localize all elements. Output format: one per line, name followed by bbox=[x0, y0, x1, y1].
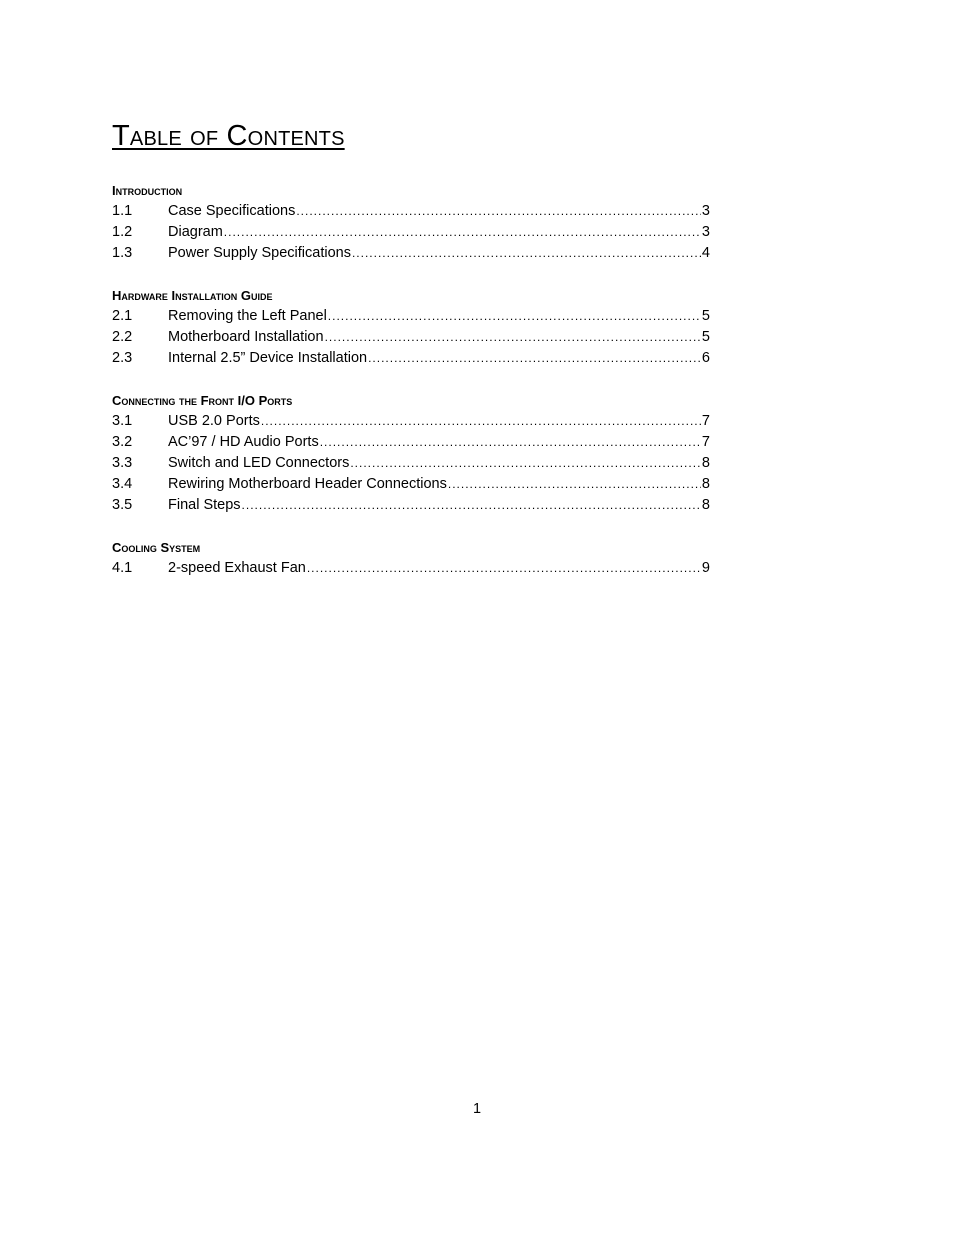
section-heading: Cooling System bbox=[112, 540, 201, 555]
toc-entry-1-1[interactable] bbox=[112, 201, 710, 222]
entry-label: USB 2.0 Ports bbox=[168, 413, 260, 429]
entry-number: 1.1 bbox=[112, 203, 133, 219]
toc-entry-3-5[interactable] bbox=[112, 495, 710, 516]
entry-number: 3.3 bbox=[112, 455, 133, 471]
entry-page-number: 8 bbox=[701, 455, 710, 471]
entry-page-number: 8 bbox=[701, 476, 710, 492]
toc-entry-3-1[interactable] bbox=[112, 411, 710, 432]
entry-number: 3.1 bbox=[112, 413, 133, 429]
entry-label: Switch and LED Connectors bbox=[168, 455, 350, 471]
toc-entry-1-2[interactable] bbox=[112, 222, 710, 243]
entry-number: 3.2 bbox=[112, 434, 133, 450]
dot-leader bbox=[325, 327, 701, 348]
entry-label: Final Steps bbox=[168, 497, 241, 513]
table-of-contents bbox=[112, 180, 710, 600]
toc-entry-3-2[interactable] bbox=[112, 432, 710, 453]
entry-page-number: 7 bbox=[701, 413, 710, 429]
entry-label: AC’97 / HD Audio Ports bbox=[168, 434, 319, 450]
entry-label: Removing the Left Panel bbox=[168, 308, 327, 324]
entry-number: 1.3 bbox=[112, 245, 133, 261]
toc-section-cooling-system bbox=[112, 537, 710, 579]
dot-leader bbox=[224, 222, 701, 243]
toc-entry-3-4[interactable] bbox=[112, 474, 710, 495]
entry-number: 2.1 bbox=[112, 308, 133, 324]
section-heading: Connecting the Front I/O Ports bbox=[112, 393, 293, 408]
entry-number: 2.2 bbox=[112, 329, 133, 345]
dot-leader bbox=[352, 243, 701, 264]
section-heading: Introduction bbox=[112, 183, 183, 198]
entry-number: 3.4 bbox=[112, 476, 133, 492]
entry-page-number: 3 bbox=[701, 203, 710, 219]
page-number: 1 bbox=[472, 1101, 482, 1117]
toc-entry-2-1[interactable] bbox=[112, 306, 710, 327]
dot-leader bbox=[242, 495, 701, 516]
entry-label: Internal 2.5” Device Installation bbox=[168, 350, 368, 366]
entry-page-number: 9 bbox=[701, 560, 710, 576]
dot-leader bbox=[328, 306, 701, 327]
entry-page-number: 8 bbox=[701, 497, 710, 513]
entry-number: 3.5 bbox=[112, 497, 133, 513]
entry-number: 4.1 bbox=[112, 560, 133, 576]
entry-page-number: 5 bbox=[701, 329, 710, 345]
toc-entry-3-3[interactable] bbox=[112, 453, 710, 474]
section-heading: Hardware Installation Guide bbox=[112, 288, 273, 303]
toc-entry-2-2[interactable] bbox=[112, 327, 710, 348]
entry-label: 2-speed Exhaust Fan bbox=[168, 560, 306, 576]
toc-entry-2-3[interactable] bbox=[112, 348, 710, 369]
entry-label: Rewiring Motherboard Header Connections bbox=[168, 476, 447, 492]
entry-page-number: 7 bbox=[701, 434, 710, 450]
entry-page-number: 6 bbox=[701, 350, 710, 366]
page-title: Table of Contents bbox=[112, 120, 345, 152]
dot-leader bbox=[320, 432, 701, 453]
entry-label: Diagram bbox=[168, 224, 223, 240]
entry-page-number: 3 bbox=[701, 224, 710, 240]
toc-entry-1-3[interactable] bbox=[112, 243, 710, 264]
entry-number: 1.2 bbox=[112, 224, 133, 240]
dot-leader bbox=[350, 453, 701, 474]
dot-leader bbox=[448, 474, 701, 495]
entry-page-number: 4 bbox=[701, 245, 710, 261]
dot-leader bbox=[307, 558, 701, 579]
toc-section-introduction bbox=[112, 180, 710, 264]
dot-leader bbox=[368, 348, 701, 369]
entry-label: Case Specifications bbox=[168, 203, 296, 219]
toc-section-hardware-installation bbox=[112, 285, 710, 369]
entry-label: Motherboard Installation bbox=[168, 329, 324, 345]
toc-section-front-io-ports bbox=[112, 390, 710, 516]
entry-number: 2.3 bbox=[112, 350, 133, 366]
dot-leader bbox=[296, 201, 701, 222]
toc-entry-4-1[interactable] bbox=[112, 558, 710, 579]
dot-leader bbox=[261, 411, 701, 432]
entry-page-number: 5 bbox=[701, 308, 710, 324]
entry-label: Power Supply Specifications bbox=[168, 245, 351, 261]
